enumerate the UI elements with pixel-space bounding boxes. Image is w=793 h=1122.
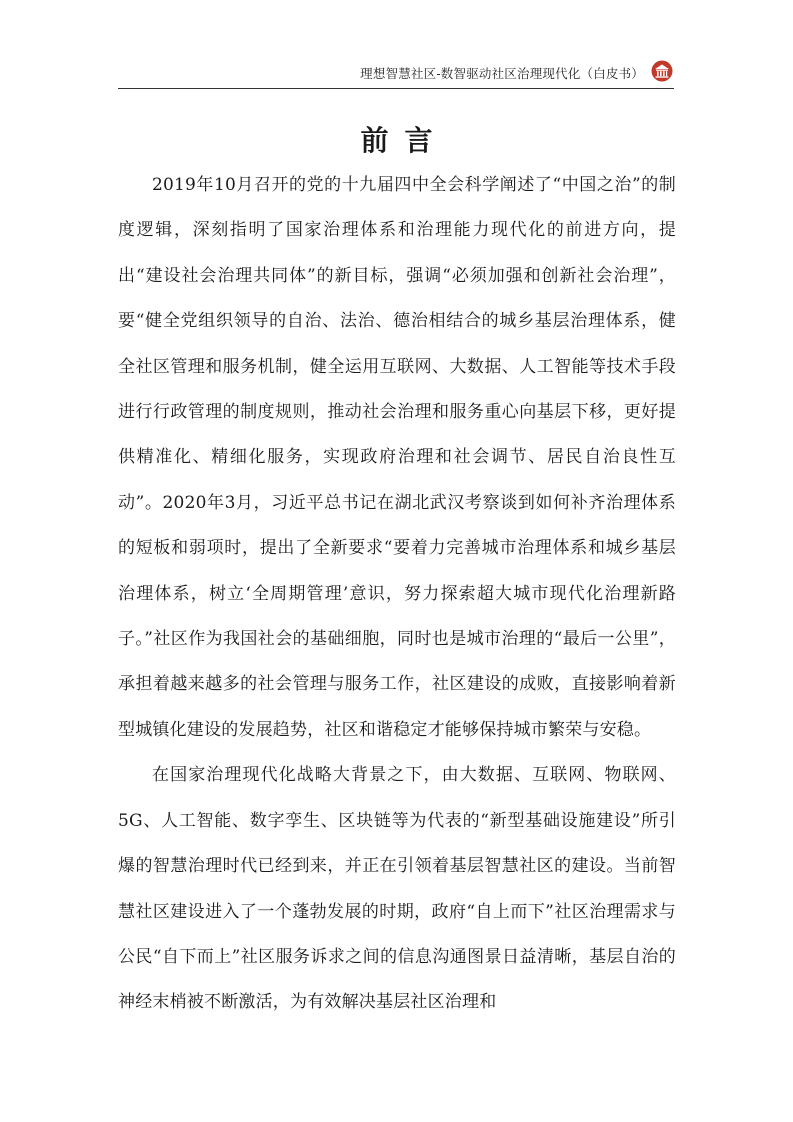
paragraph-1: 2019年10月召开的党的十九届四中全会科学阐述了“中国之治”的制度逻辑，深刻指明了国家治理体系和治理能力现代化的前进方向，提出“建设社会治理共同体”的新目标，强调“必须加强和创新社会治理”，要“健全党组织领导的自治、法治、德治相结合的城乡基层治理体系，健全社区管理和服务机制，健全运用互联网、大数据、人工智能等技术手段进行行政管理的制度规则，推动社会治理和服务重心向基层下移，更好提供精准化、精细化服务，实现政府治理和社会调节、居民自治良性互动”。2020年3月，习近平总书记在湖北武汉考察谈到如何补齐治理体系的短板和弱项时，提出了全新要求“要着力完善城市治理体系和城乡基层治理体系，树立‘全周期管理’意识，努力探索超大城市现代化治理新路子。”社区作为我国社会的基础细胞，同时也是城市治理的“最后一公里”，承担着越来越多的社会管理与服务工作，社区建设的成败，直接影响着新型城镇化建设的发展趋势，社区和谐稳定才能够保持城市繁荣与安稳。 [118, 175, 676, 740]
header-divider [118, 88, 674, 89]
header-title: 理想智慧社区-数智驱动社区治理现代化（白皮书） [360, 66, 644, 81]
body-text [118, 163, 676, 1026]
page-header [118, 58, 674, 86]
institution-logo-icon [650, 60, 674, 82]
paragraph-2: 在国家治理现代化战略大背景之下，由大数据、互联网、物联网、5G、人工智能、数字孪生、区块链等为代表的“新型基础设施建设”所引爆的智慧治理时代已经到来，并正在引领着基层智慧社区的建设。当前智慧社区建设进入了一个蓬勃发展的时期，政府“自上而下”社区治理需求与公民“自下而上”社区服务诉求之间的信息沟通图景日益清晰，基层自治的神经末梢被不断激活，为有效解决基层社区治理和 [118, 765, 676, 1013]
page-title: 前言 [360, 123, 449, 157]
